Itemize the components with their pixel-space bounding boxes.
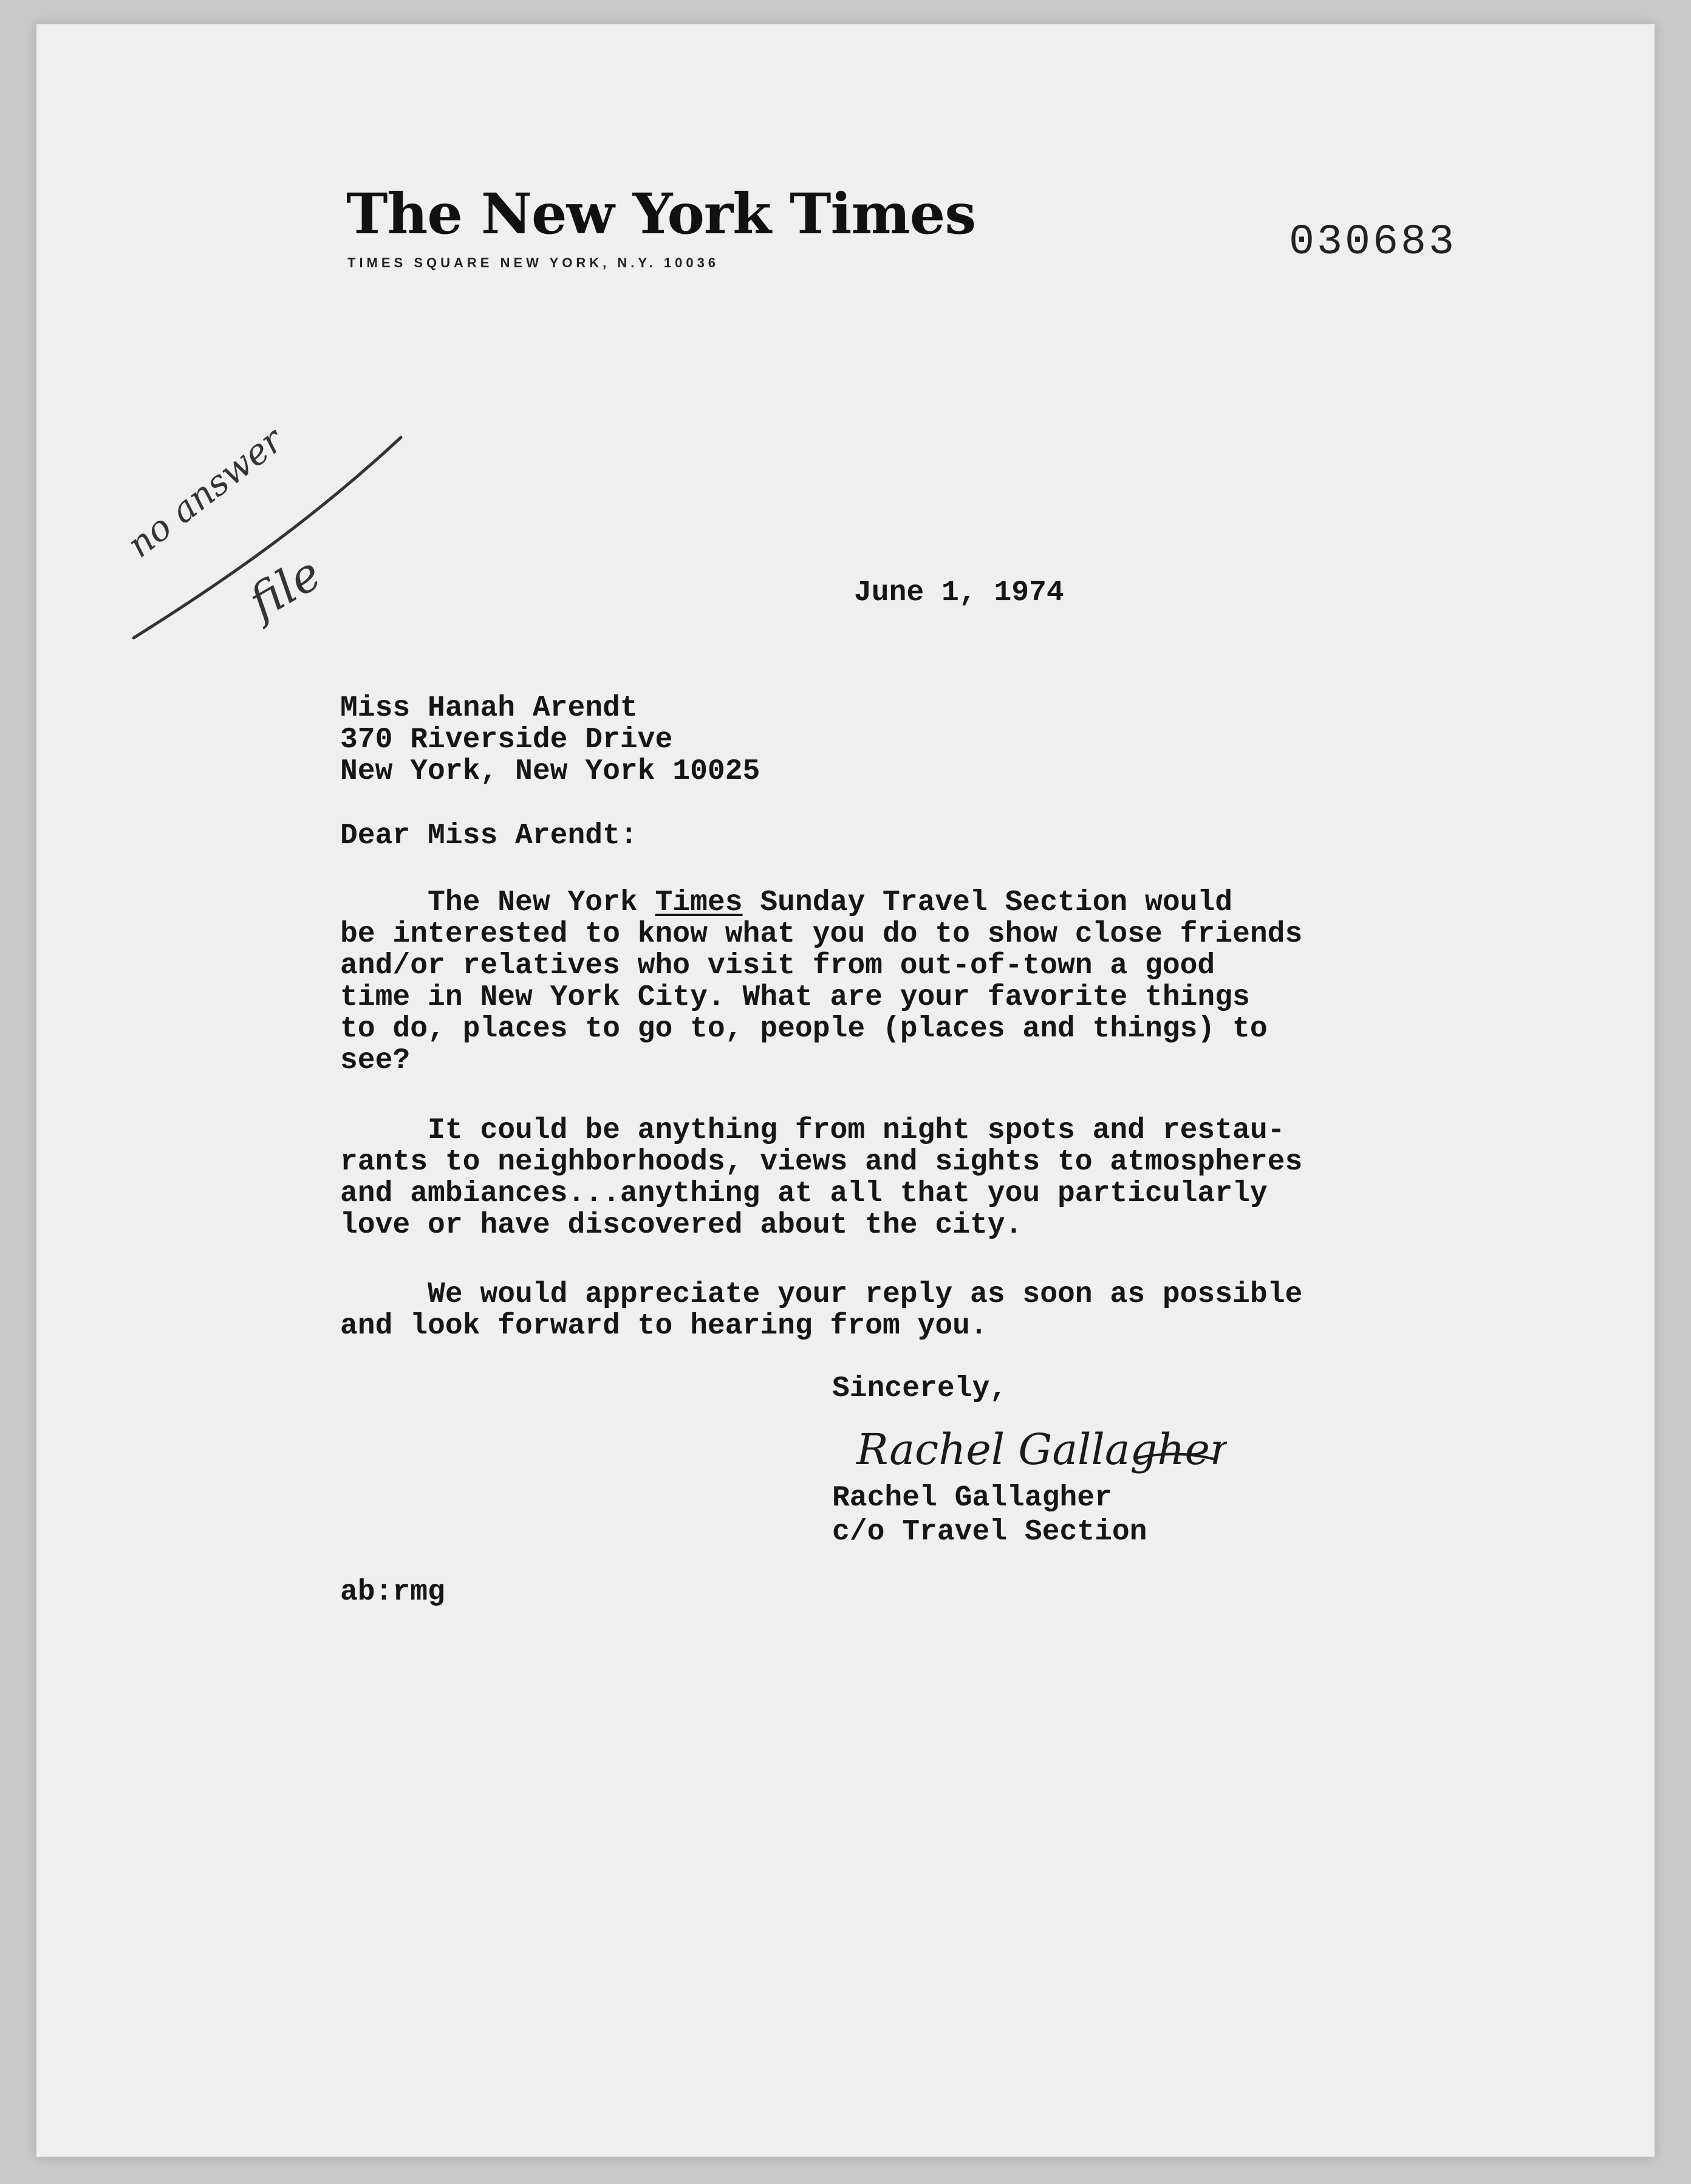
body-line: and ambiances...anything at all that you particularly — [340, 1177, 1268, 1210]
body-line: see? — [340, 1044, 411, 1077]
recipient-street: 370 Riverside Drive — [340, 724, 673, 756]
body-line: be interested to know what you do to show close friends — [340, 918, 1303, 951]
body-line: to do, places to go to, people (places and things) to — [340, 1013, 1268, 1046]
closing: Sincerely, — [832, 1372, 1008, 1405]
recipient-city: New York, New York 10025 — [340, 755, 760, 788]
body-line: We would appreciate your reply as soon as possible — [340, 1278, 1303, 1311]
body-paragraph-1 — [340, 887, 1302, 1077]
body-line: love or have discovered about the city. — [340, 1209, 1023, 1242]
body-line: and look forward to hearing from you. — [340, 1310, 988, 1343]
handwritten-note-line2: file — [239, 546, 330, 629]
signature — [850, 1415, 1227, 1488]
body-line: It could be anything from night spots and restau- — [340, 1114, 1285, 1147]
handwritten-note-line1: no answer — [121, 419, 291, 566]
salutation: Dear Miss Arendt: — [340, 820, 638, 852]
letter-date: June 1, 1974 — [854, 577, 1064, 609]
letterhead-address: TIMES SQUARE NEW YORK, N.Y. 10036 — [347, 255, 720, 270]
body-line: rants to neighborhoods, views and sights to atmospheres — [340, 1146, 1303, 1179]
underlined-times: Times — [655, 886, 743, 919]
reference-initials: ab:rmg — [340, 1576, 445, 1609]
handwritten-annotation — [121, 377, 437, 656]
body-line: and/or relatives who visit from out-of-town a good — [340, 950, 1215, 982]
letterhead-logo: The New York Times — [346, 181, 976, 247]
signature-text: Rachel Gallagher — [856, 1425, 1227, 1474]
document-number: 030683 — [1289, 219, 1457, 267]
recipient-name: Miss Hanah Arendt — [340, 692, 638, 725]
body-text: The New York — [340, 886, 655, 919]
sender-department: c/o Travel Section — [832, 1516, 1147, 1549]
sender-name: Rachel Gallagher — [832, 1482, 1112, 1515]
body-paragraph-3 — [340, 1279, 1302, 1342]
body-text: Sunday Travel Section would — [742, 886, 1233, 919]
body-line — [340, 887, 1302, 919]
signature-drawing — [850, 1415, 1227, 1488]
recipient-address-block — [340, 693, 760, 787]
body-line: time in New York City. What are your favorite things — [340, 981, 1250, 1014]
body-paragraph-2 — [340, 1115, 1302, 1241]
handwritten-note-drawing — [121, 377, 437, 656]
letter-page — [36, 24, 1655, 2157]
